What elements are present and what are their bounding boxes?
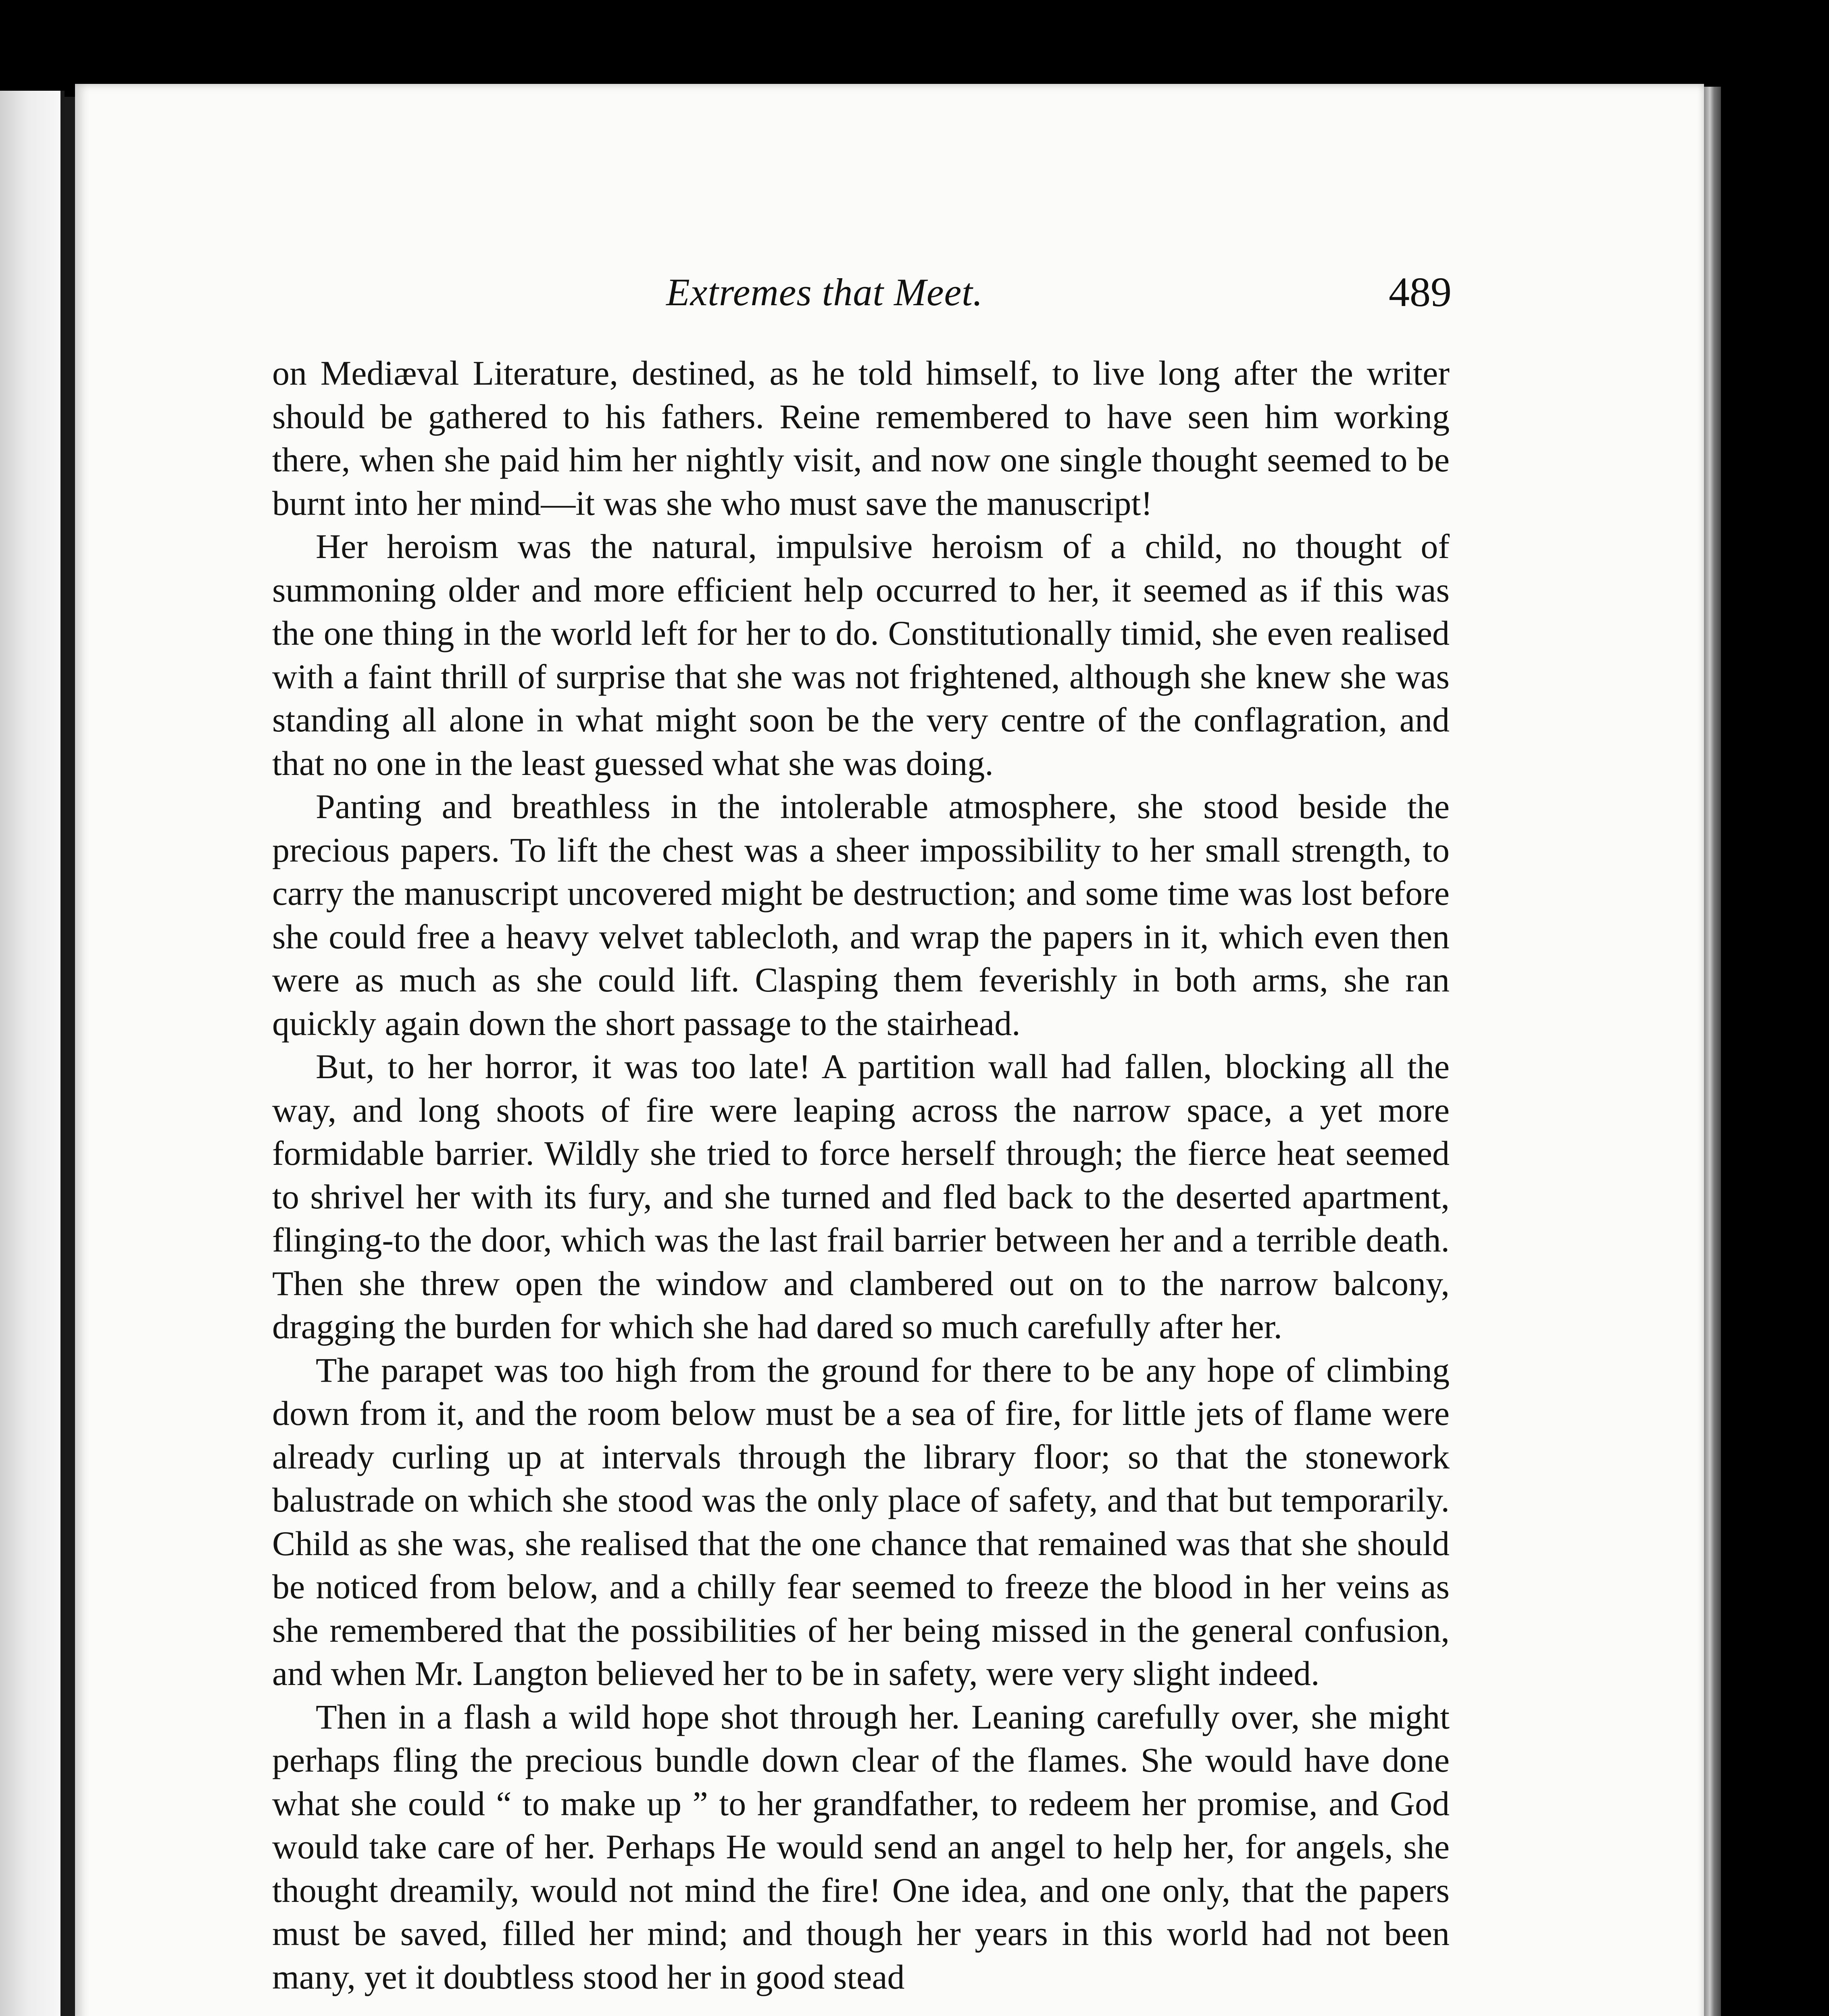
paragraph: on Mediæval Literature, destined, as he told himself, to live long after the writer should be gathered to his fathers. Reine remembered to have seen him working there, when she paid him her nightly visit, and now one single thought seemed to be burnt into her mind—it was she who must save the manuscript! <box>272 354 1450 523</box>
paragraph: Her heroism was the natural, impulsive heroism of a child, no thought of summoning older and more efficient help occurred to her, it seemed as if this was the one thing in the world left for her to do. Constitutionally timid, she even realised with a faint thrill of surprise that she was not frightened, although she knew she was standing all alone in what might soon be the very centre of the conflagration, and that no one in the least guessed what she was doing. <box>272 527 1450 783</box>
paragraph: Panting and breathless in the intolerable atmosphere, she stood beside the precious papers. To lift the chest was a sheer impossibility to her small strength, to carry the manuscript uncovered might be destruction; and some time was lost before she could free a heavy velvet tablecloth, and wrap the papers in it, which even then were as much as she could lift. Clasping them feverishly in both arms, she ran quickly again down the short passage to the stairhead. <box>272 787 1450 1043</box>
paragraph: Then in a flash a wild hope shot through her. Leaning carefully over, she might perhaps fling the precious bundle down clear of the flames. She would have done what she could “ to make up ” to her grandfather, to redeem her promise, and God would take care of her. Perhaps He would send an angel to help her, for angels, she thought dreamily, would not mind the fire! One idea, and one only, that the papers must be saved, filled her mind; and though her years in this world had not been many, yet it doubtless stood her in good stead <box>272 1697 1450 1996</box>
book-gutter <box>65 97 75 2016</box>
paragraph: The parapet was too high from the ground for there to be any hope of climbing down from it, and the room below must be a sea of fire, for little jets of flame were already curling up at intervals through the library floor; so that the stonework balustrade on which she stood was the only place of safety, and that but temporarily. Child as she was, she realised that the one chance that remained was that she should be noticed from below, and a chilly fear seemed to freeze the blood in her veins as she remembered that the possibilities of her being missed in the general confusion, and when Mr. Langton believed her to be in safety, were very slight indeed. <box>272 1350 1450 1693</box>
page-number: 489 <box>1389 269 1452 315</box>
page-header <box>198 266 1452 331</box>
running-title: Extremes that Meet. <box>666 271 983 314</box>
page-stack-edge <box>1704 87 1721 2016</box>
body-text <box>272 352 1450 1999</box>
previous-page-edge <box>0 91 65 2016</box>
paragraph: But, to her horror, it was too late! A partition wall had fallen, blocking all the way, and long shoots of fire were leaping across the narrow space, a yet more formidable barrier. Wildly she tried to force herself through; the fierce heat seemed to shrivel her with its fury, and she turned and fled back to the deserted apartment, flinging-to the door, which was the last frail barrier between her and a terrible death. Then she threw open the window and clambered out on to the narrow balcony, dragging the burden for which she had dared so much carefully after her. <box>272 1047 1450 1346</box>
